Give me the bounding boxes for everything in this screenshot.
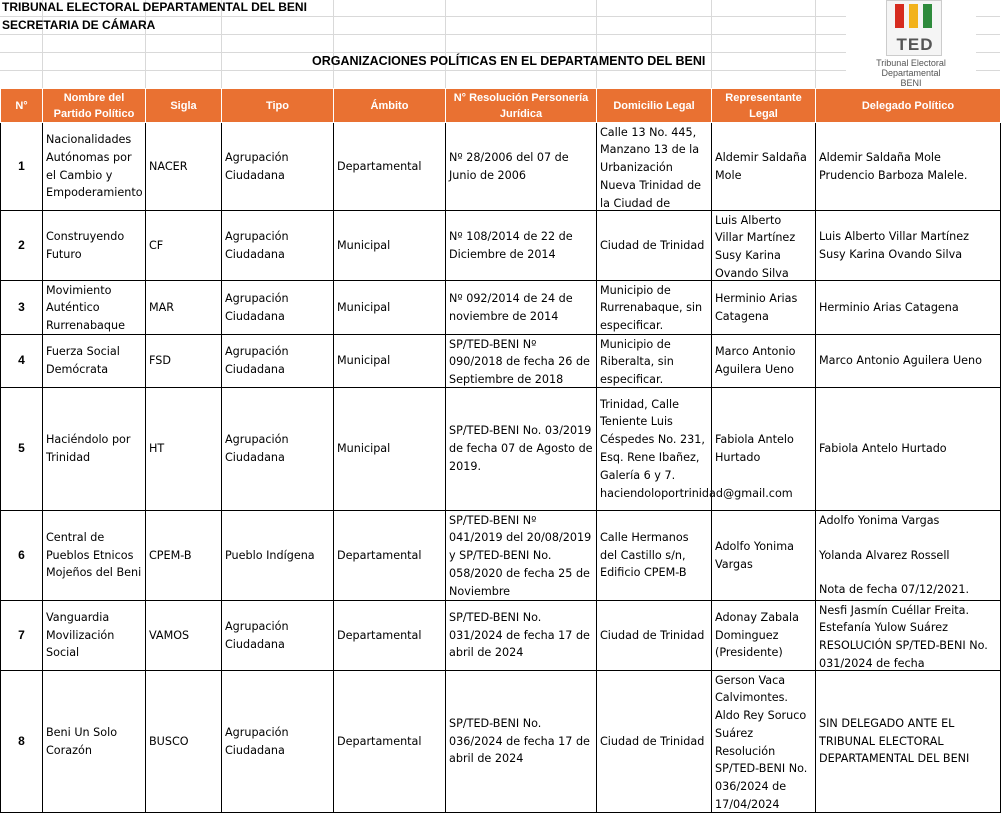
cell-ambito: Departamental [334, 511, 446, 601]
delegado-line: SIN DELEGADO ANTE EL TRIBUNAL ELECTORAL DEPARTAMENTAL DEL BENI [819, 716, 970, 766]
cell-representante: Gerson Vaca Calvimontes. Aldo Rey Soruco Suárez Resolución SP/TED-BENI No. 036/2024 de 17/04/2024 [712, 671, 816, 813]
delegado-line: Fabiola Antelo Hurtado [819, 442, 947, 456]
cell-tipo: Agrupación Ciudadana [222, 601, 334, 671]
cell-ambito: Departamental [334, 671, 446, 813]
cell-tipo: Agrupación Ciudadana [222, 388, 334, 511]
cell-resolucion: SP/TED-BENI Nº 041/2019 del 20/08/2019 y SP/TED-BENI No. 058/2020 de fecha 25 de Noviembre [446, 511, 597, 601]
table-header-row [1, 89, 1001, 123]
cell-delegado [816, 211, 1001, 281]
cell-tipo: Agrupación Ciudadana [222, 211, 334, 281]
cell-num: 6 [1, 511, 43, 601]
cell-representante: Adonay Zabala Dominguez (Presidente) [712, 601, 816, 671]
organizations-table [0, 88, 1001, 813]
cell-num: 5 [1, 388, 43, 511]
cell-delegado [816, 511, 1001, 601]
cell-representante: Adolfo Yonima Vargas [712, 511, 816, 601]
logo-color-bar [895, 4, 904, 28]
cell-representante: Herminio Arias Catagena [712, 281, 816, 335]
logo-subtitle: Tribunal Electoral Departamental BENI [876, 58, 946, 88]
cell-domicilio: Calle Hermanos del Castillo s/n, Edificio CPEM-B [597, 511, 712, 601]
col-header-num: N° [1, 89, 43, 123]
cell-num: 4 [1, 335, 43, 388]
col-header-delegado: Delegado Político [816, 89, 1001, 123]
cell-nombre: Nacionalidades Autónomas por el Cambio y Empoderamiento [43, 123, 146, 211]
cell-ambito: Departamental [334, 601, 446, 671]
cell-delegado [816, 601, 1001, 671]
cell-ambito: Municipal [334, 211, 446, 281]
cell-representante: Luis Alberto Villar Martínez Susy Karina Ovando Silva [712, 211, 816, 281]
cell-tipo: Agrupación Ciudadana [222, 123, 334, 211]
cell-nombre: Central de Pueblos Etnicos Mojeños del Beni [43, 511, 146, 601]
cell-nombre: Haciéndolo por Trinidad [43, 388, 146, 511]
ted-logo [846, 0, 976, 88]
delegado-line: Herminio Arias Catagena [819, 300, 959, 314]
cell-resolucion: Nº 108/2014 de 22 de Diciembre de 2014 [446, 211, 597, 281]
cell-domicilio: Trinidad, Calle Teniente Luis Céspedes No. 231, Esq. Rene Ibañez, Galería 6 y 7. haciendoloportrinidad@gmail.com [597, 388, 712, 511]
cell-tipo: Agrupación Ciudadana [222, 671, 334, 813]
cell-resolucion: SP/TED-BENI No. 03/2019 de fecha 07 de Agosto de 2019. [446, 388, 597, 511]
cell-sigla: BUSCO [146, 671, 222, 813]
cell-sigla: MAR [146, 281, 222, 335]
logo-acronym: TED [896, 35, 934, 54]
cell-ambito: Municipal [334, 335, 446, 388]
cell-domicilio: Ciudad de Trinidad [597, 211, 712, 281]
cell-delegado [816, 123, 1001, 211]
delegado-line: Nesfi Jasmín Cuéllar Freita. [819, 603, 970, 617]
cell-domicilio: Municipio de Rurrenabaque, sin especificar. [597, 281, 712, 335]
logo-color-bar [923, 4, 932, 28]
secretaria-label: SECRETARIA DE CÁMARA [2, 18, 156, 32]
delegado-line: Prudencio Barboza Malele. [819, 168, 968, 182]
delegado-line: Luis Alberto Villar Martínez [819, 229, 969, 243]
delegado-line: Susy Karina Ovando Silva [819, 247, 963, 261]
table-row [1, 511, 1001, 601]
cell-sigla: FSD [146, 335, 222, 388]
cell-sigla: VAMOS [146, 601, 222, 671]
cell-nombre: Beni Un Solo Corazón [43, 671, 146, 813]
cell-delegado [816, 388, 1001, 511]
cell-nombre: Fuerza Social Demócrata [43, 335, 146, 388]
table-row [1, 281, 1001, 335]
cell-tipo: Agrupación Ciudadana [222, 335, 334, 388]
cell-delegado [816, 671, 1001, 813]
cell-nombre: Vanguardia Movilización Social [43, 601, 146, 671]
delegado-line: RESOLUCIÓN SP/TED-BENI No. 031/2024 de fecha [819, 639, 988, 670]
col-header-tipo: Tipo [222, 89, 334, 123]
cell-representante: Marco Antonio Aguilera Ueno [712, 335, 816, 388]
cell-domicilio: Ciudad de Trinidad [597, 601, 712, 671]
delegado-line: Nota de fecha 07/12/2021. [819, 583, 970, 597]
cell-ambito: Municipal [334, 388, 446, 511]
cell-tipo: Agrupación Ciudadana [222, 281, 334, 335]
table-row [1, 601, 1001, 671]
cell-num: 2 [1, 211, 43, 281]
cell-nombre: Movimiento Auténtico Rurrenabaque [43, 281, 146, 335]
cell-sigla: NACER [146, 123, 222, 211]
table-row [1, 335, 1001, 388]
cell-num: 1 [1, 123, 43, 211]
table-row [1, 211, 1001, 281]
delegado-line: Adolfo Yonima Vargas [819, 513, 940, 527]
cell-num: 7 [1, 601, 43, 671]
col-header-ambito: Ámbito [334, 89, 446, 123]
col-header-nombre: Nombre del Partido Político [43, 89, 146, 123]
col-header-sigla: Sigla [146, 89, 222, 123]
cell-domicilio: Ciudad de Trinidad [597, 671, 712, 813]
table-row [1, 123, 1001, 211]
cell-delegado [816, 281, 1001, 335]
cell-sigla: CPEM-B [146, 511, 222, 601]
cell-domicilio: Municipio de Riberalta, sin especificar. [597, 335, 712, 388]
cell-tipo: Pueblo Indígena [222, 511, 334, 601]
col-header-resolucion: N° Resolución Personería Jurídica [446, 89, 597, 123]
cell-ambito: Municipal [334, 281, 446, 335]
cell-resolucion: Nº 092/2014 de 24 de noviembre de 2014 [446, 281, 597, 335]
delegado-line: Aldemir Saldaña Mole [819, 150, 941, 164]
cell-resolucion: Nº 28/2006 del 07 de Junio de 2006 [446, 123, 597, 211]
cell-ambito: Departamental [334, 123, 446, 211]
cell-representante: Fabiola Antelo Hurtado [712, 388, 816, 511]
cell-sigla: HT [146, 388, 222, 511]
cell-sigla: CF [146, 211, 222, 281]
cell-resolucion: SP/TED-BENI Nº 090/2018 de fecha 26 de Septiembre de 2018 [446, 335, 597, 388]
organization-title: TRIBUNAL ELECTORAL DEPARTAMENTAL DEL BENI [2, 0, 307, 14]
cell-delegado [816, 335, 1001, 388]
cell-nombre: Construyendo Futuro [43, 211, 146, 281]
cell-resolucion: SP/TED-BENI No. 036/2024 de fecha 17 de abril de 2024 [446, 671, 597, 813]
cell-representante: Aldemir Saldaña Mole [712, 123, 816, 211]
cell-num: 8 [1, 671, 43, 813]
col-header-domicilio: Domicilio Legal [597, 89, 712, 123]
delegado-line: Estefanía Yulow Suárez [819, 621, 949, 635]
cell-resolucion: SP/TED-BENI No. 031/2024 de fecha 17 de abril de 2024 [446, 601, 597, 671]
ted-logo-mark [886, 0, 942, 56]
col-header-representante: Representante Legal [712, 89, 816, 123]
table-row [1, 671, 1001, 813]
cell-num: 3 [1, 281, 43, 335]
table-row [1, 388, 1001, 511]
cell-domicilio: Calle 13 No. 445, Manzano 13 de la Urbanización Nueva Trinidad de la Ciudad de [597, 123, 712, 211]
delegado-line: Yolanda Alvarez Rossell [819, 548, 950, 562]
page-title: ORGANIZACIONES POLÍTICAS EN EL DEPARTAMENTO DEL BENI [312, 54, 706, 68]
logo-color-bar [909, 4, 918, 28]
delegado-line: Marco Antonio Aguilera Ueno [819, 354, 982, 368]
